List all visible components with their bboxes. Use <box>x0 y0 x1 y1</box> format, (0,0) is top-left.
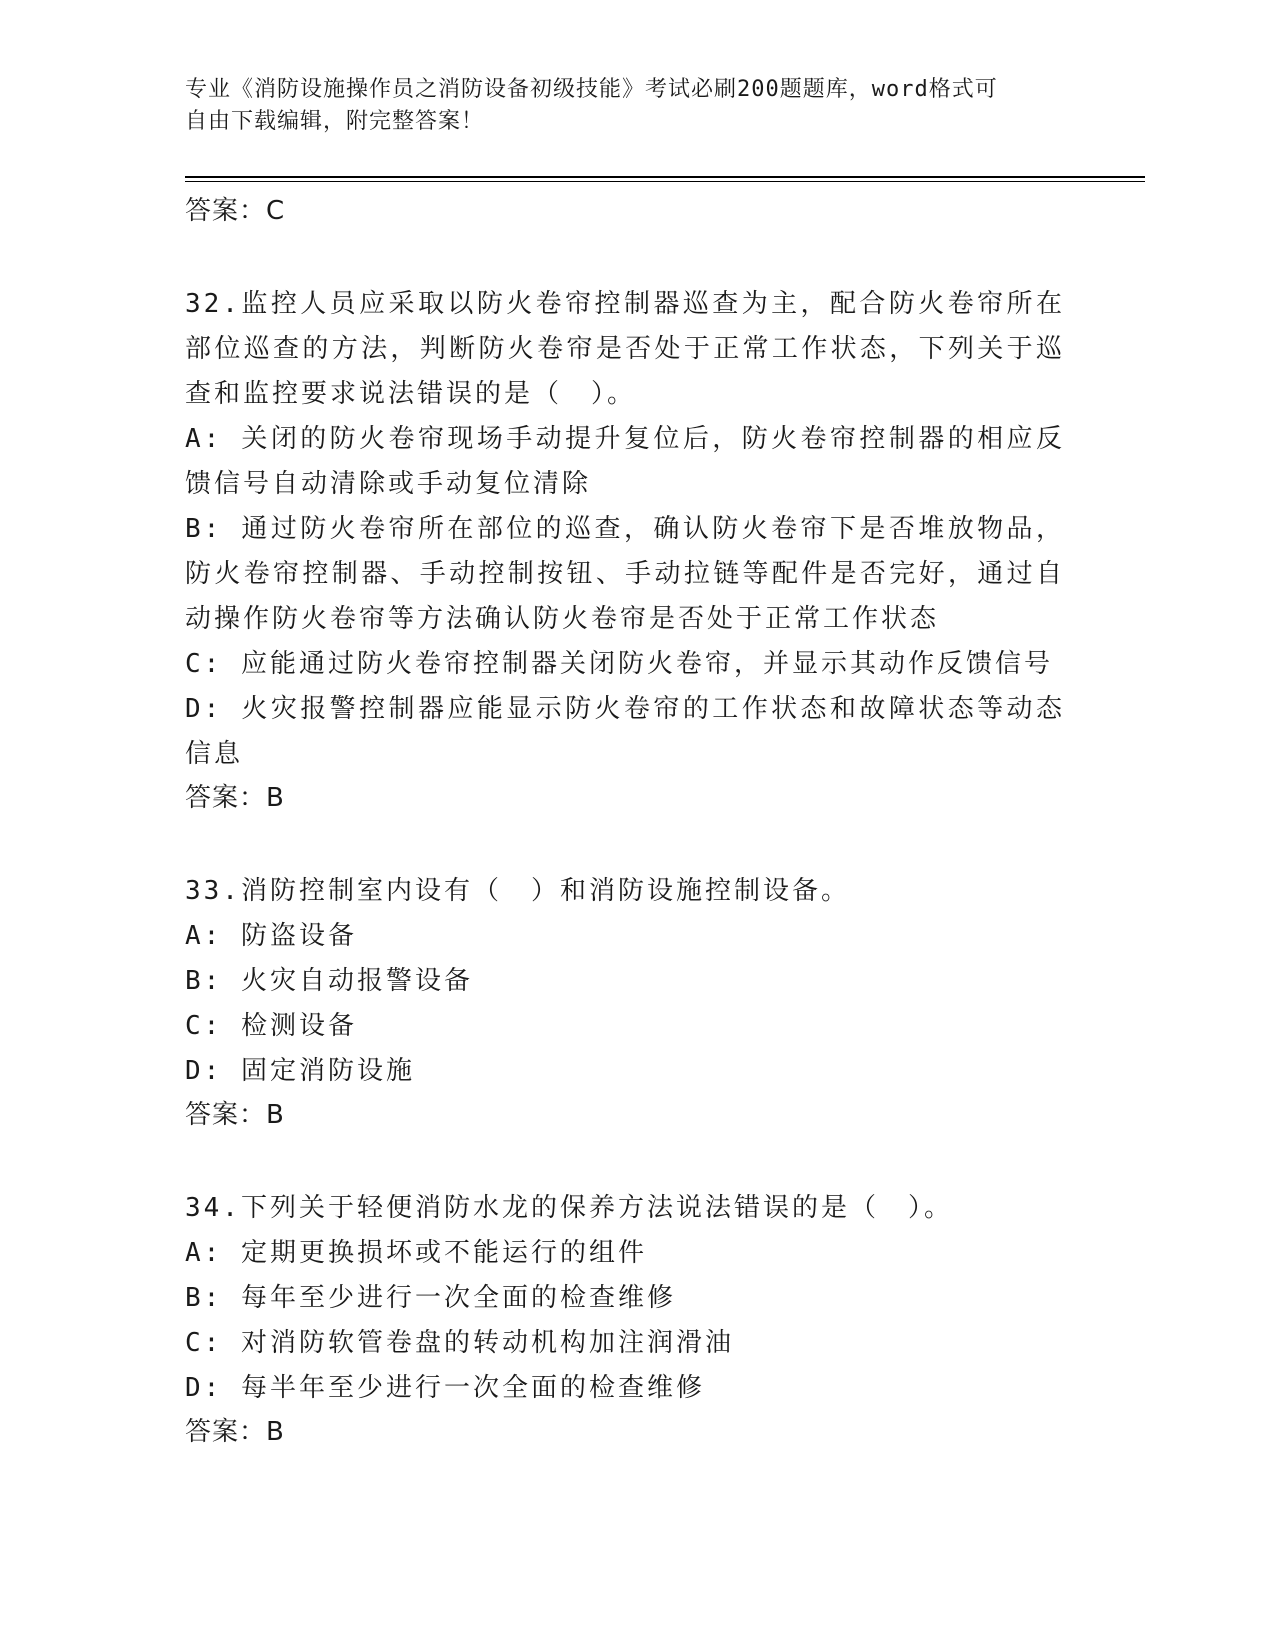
question-33 <box>185 869 1065 1140</box>
option-b: B: 每年至少进行一次全面的检查维修 <box>185 1283 676 1313</box>
spacer <box>185 1140 1065 1186</box>
previous-answer: 答案：C <box>185 196 286 226</box>
question-stem: 33.消防控制室内设有（ ）和消防设施控制设备。 <box>185 876 850 906</box>
answer: 答案：B <box>185 783 285 813</box>
answer: 答案：B <box>185 1417 285 1447</box>
option-d: D: 火灾报警控制器应能显示防火卷帘的工作状态和故障状态等动态信息 <box>185 694 1065 769</box>
option-d: D: 每半年至少进行一次全面的检查维修 <box>185 1373 705 1403</box>
question-32 <box>185 282 1065 823</box>
header-title-line-1: 专业《消防设施操作员之消防设备初级技能》考试必刷200题题库，word格式可 <box>185 77 998 102</box>
page-header <box>185 74 1065 138</box>
question-stem: 34.下列关于轻便消防水龙的保养方法说法错误的是（ ）。 <box>185 1193 953 1223</box>
option-b: B: 火灾自动报警设备 <box>185 966 473 996</box>
option-c: C: 检测设备 <box>185 1011 357 1041</box>
question-list <box>185 190 1065 1457</box>
spacer <box>185 236 1065 282</box>
answer: 答案：B <box>185 1100 285 1130</box>
spacer <box>185 823 1065 869</box>
question-34 <box>185 1186 1065 1457</box>
option-d: D: 固定消防设施 <box>185 1056 415 1086</box>
option-a: A: 关闭的防火卷帘现场手动提升复位后，防火卷帘控制器的相应反馈信号自动清除或手动复位清除 <box>185 424 1065 499</box>
header-divider-thin <box>185 181 1145 182</box>
option-c: C: 对消防软管卷盘的转动机构加注润滑油 <box>185 1328 734 1358</box>
option-b: B: 通过防火卷帘所在部位的巡查，确认防火卷帘下是否堆放物品，防火卷帘控制器、手动控制按钮、手动拉链等配件是否完好，通过自动操作防火卷帘等方法确认防火卷帘是否处于正常工作状态 <box>185 514 1065 634</box>
question-stem: 32.监控人员应采取以防火卷帘控制器巡查为主，配合防火卷帘所在部位巡查的方法，判断防火卷帘是否处于正常工作状态，下列关于巡查和监控要求说法错误的是（ ）。 <box>185 289 1065 409</box>
option-a: A: 定期更换损坏或不能运行的组件 <box>185 1238 647 1268</box>
option-c: C: 应能通过防火卷帘控制器关闭防火卷帘，并显示其动作反馈信号 <box>185 649 1053 679</box>
option-a: A: 防盗设备 <box>185 921 357 951</box>
header-divider-thick <box>185 176 1145 178</box>
header-title-line-2: 自由下载编辑，附完整答案！ <box>185 109 485 134</box>
